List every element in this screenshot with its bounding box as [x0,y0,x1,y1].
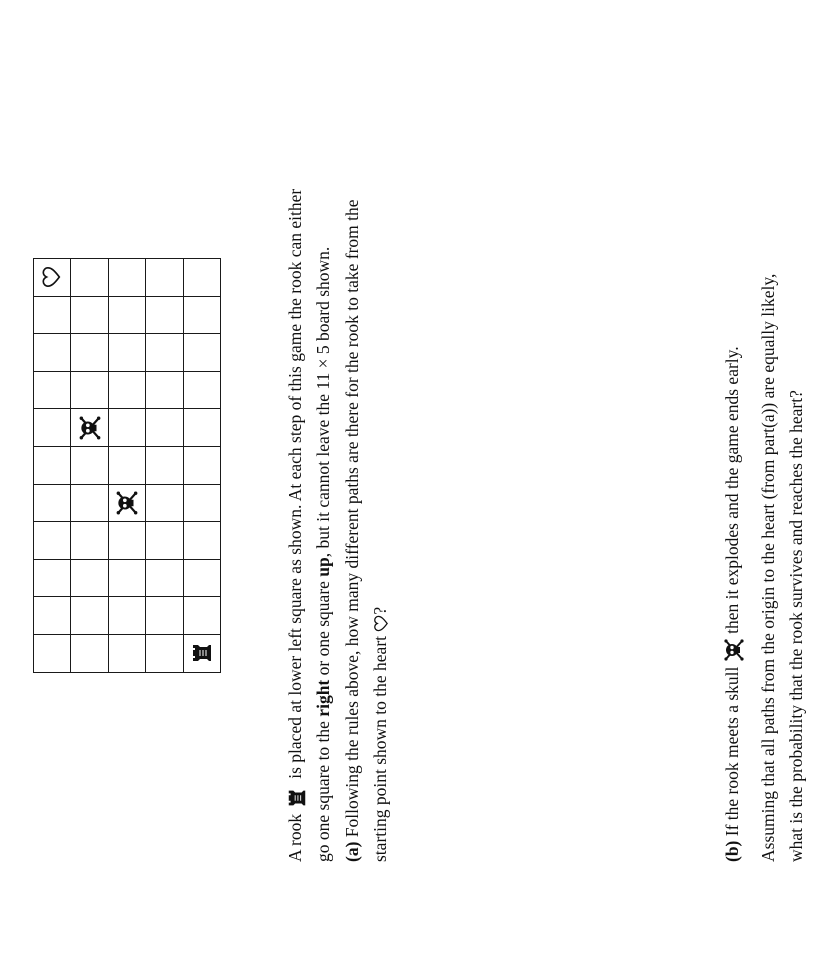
part-b-spacer [746,274,754,862]
part-a-text [338,199,394,862]
board-row [34,634,221,672]
board-cell [183,559,220,597]
board-cell [146,334,183,372]
rook-icon [190,641,214,665]
board-row [34,259,221,297]
board-cell [108,559,145,597]
game-board [33,258,221,673]
board-row [34,597,221,635]
board-cell [146,409,183,447]
board-cell [71,522,108,560]
heart-icon [41,266,63,288]
board-cell [108,446,145,484]
board-row [34,371,221,409]
board-cell [71,559,108,597]
skull-icon [114,490,140,516]
skull-icon [77,415,103,441]
part-b-line-3: what is the probability that the rook survives and reaches the heart? [786,390,806,862]
board-cell [108,409,145,447]
board-cell [34,559,71,597]
board-cell [183,634,220,672]
heart-icon [373,615,390,632]
skull-icon [723,638,745,662]
part-a-line-1: (a) Following the rules above, how many different paths are there for the rook to take from the [342,199,362,862]
part-b-line-1: (b) If the rook meets a skull then it explodes and the game ends early. [718,274,746,862]
board-cell [183,484,220,522]
board-cell [146,259,183,297]
board-cell [71,334,108,372]
board-cell [183,334,220,372]
board-cell [183,522,220,560]
board-cell [146,559,183,597]
board-cell [34,296,71,334]
board-row [34,484,221,522]
board-row [34,559,221,597]
board-cell [146,484,183,522]
board-cell [34,371,71,409]
board-row [34,409,221,447]
board-cell [71,484,108,522]
board-row [34,446,221,484]
intro-text [281,189,337,862]
board-cell [146,296,183,334]
board-cell [108,634,145,672]
board-cell [108,371,145,409]
board-cell [108,484,145,522]
board-cell [71,259,108,297]
board-cell [71,409,108,447]
part-a-line-2: starting point shown to the heart ? [370,606,390,862]
board-row [34,334,221,372]
board-cell [146,371,183,409]
part-b-line-2: Assuming that all paths from the origin to the heart (from part(a)) are equally likely, [758,273,778,862]
board-cell [71,371,108,409]
board-cell [183,371,220,409]
board-cell [146,522,183,560]
board-cell [183,296,220,334]
board-cell [34,597,71,635]
board-cell [146,446,183,484]
board-row [34,296,221,334]
board-cell [34,522,71,560]
board-cell [108,522,145,560]
board-cell [183,259,220,297]
board-cell [183,597,220,635]
board-cell [108,597,145,635]
board-cell [183,409,220,447]
board-cell [183,446,220,484]
board-cell [34,259,71,297]
intro-line-2: go one square to the right or one square up, but it cannot leave the 11 × 5 board shown. [313,246,333,862]
board-row [34,522,221,560]
board-cell [146,597,183,635]
board-cell [146,634,183,672]
board-cell [34,446,71,484]
board-cell [71,296,108,334]
board-cell [34,484,71,522]
board-cell [71,446,108,484]
board-cell [71,597,108,635]
board-cell [108,334,145,372]
board-cell [34,634,71,672]
rook-icon [286,788,308,810]
board-cell [34,409,71,447]
board-cell [34,334,71,372]
part-b-text [718,274,810,862]
board-cell [108,296,145,334]
intro-line-1: A rook is placed at lower left square as shown. At each step of this game the rook can either [281,189,309,862]
board-cell [108,259,145,297]
board-cell [71,634,108,672]
